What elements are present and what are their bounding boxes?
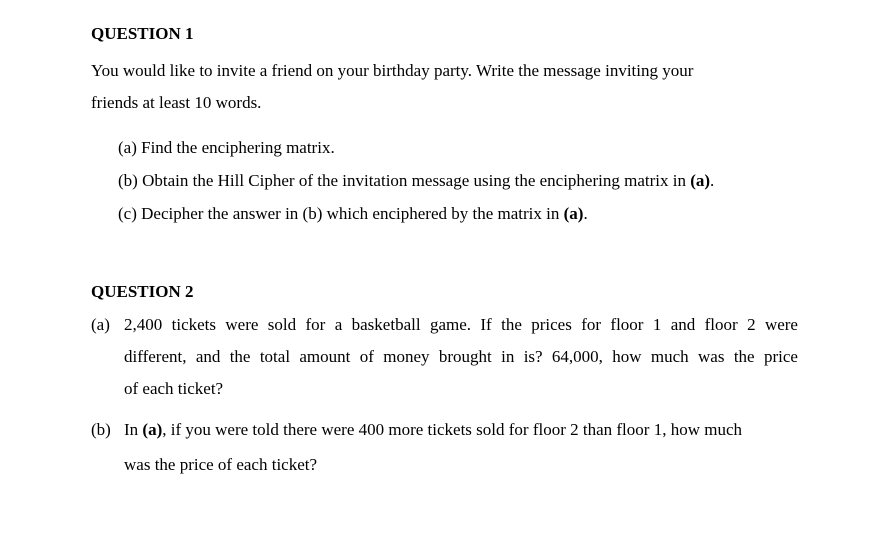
question-1-part-b: [118, 171, 714, 191]
word: floor: [704, 315, 738, 334]
word: If: [480, 315, 492, 334]
word: is?: [523, 347, 543, 366]
word: of: [359, 347, 374, 366]
question-2-part-b-label: (b): [91, 420, 111, 439]
word: floor: [610, 315, 644, 334]
word: sold: [267, 315, 297, 334]
question-2-title: QUESTION 2: [91, 282, 194, 301]
word: the: [733, 347, 755, 366]
word: 2,400: [124, 315, 163, 334]
question-2-part-a-label: (a): [91, 315, 110, 334]
word: total: [259, 347, 291, 366]
part-bold-ref: (a): [142, 420, 163, 439]
word: prices: [531, 315, 572, 334]
part-text: Obtain the Hill Cipher of the invitation message using the enciphering matrix in: [142, 171, 686, 190]
word: the: [501, 315, 522, 334]
word: 1: [652, 315, 662, 334]
part-text: Decipher the answer in (b) which enciphered by the matrix in: [141, 204, 560, 223]
question-2-part-b-line-2: was the price of each ticket?: [124, 455, 318, 474]
part-label: (c): [118, 204, 137, 223]
word: were: [764, 315, 798, 334]
word: were: [225, 315, 259, 334]
word: for: [305, 315, 326, 334]
question-1-intro-line-2: friends at least 10 words.: [91, 93, 262, 112]
part-text-pre: In: [124, 420, 139, 439]
word: for: [581, 315, 602, 334]
word: different,: [124, 347, 187, 366]
part-label: (b): [118, 171, 138, 190]
word: basketball: [351, 315, 421, 334]
part-label: (a): [118, 138, 137, 157]
justified-line: [124, 347, 798, 367]
justified-line: [124, 315, 798, 335]
word: game.: [429, 315, 472, 334]
question-2-part-a-line-1: [124, 315, 798, 335]
part-text: Find the enciphering matrix.: [141, 138, 335, 157]
word: 64,000,: [551, 347, 603, 366]
word: tickets: [171, 315, 217, 334]
part-tail: .: [710, 171, 715, 190]
question-2-part-a-line-2: [124, 347, 798, 367]
word: was: [698, 347, 725, 366]
word: how: [612, 347, 642, 366]
word: brought: [438, 347, 492, 366]
word: amount: [299, 347, 351, 366]
word: and: [195, 347, 221, 366]
part-tail: .: [583, 204, 588, 223]
part-bold-ref: (a): [690, 171, 711, 190]
word: money: [383, 347, 430, 366]
word: a: [334, 315, 343, 334]
word: much: [650, 347, 689, 366]
word: in: [501, 347, 515, 366]
word: and: [670, 315, 696, 334]
question-1-part-a: [118, 138, 335, 158]
word: the: [229, 347, 251, 366]
word: price: [763, 347, 798, 366]
part-text-post: , if you were told there were 400 more tickets sold for floor 2 than floor 1, how much: [162, 420, 742, 439]
question-1-intro-line-1: You would like to invite a friend on your birthday party. Write the message inviting your: [91, 61, 694, 80]
question-2-part-b-line-1: [124, 420, 742, 440]
question-1-part-c: [118, 204, 588, 224]
question-2-part-a-line-3: of each ticket?: [124, 379, 224, 398]
word: 2: [747, 315, 756, 334]
question-1-title: QUESTION 1: [91, 24, 194, 43]
part-bold-ref: (a): [563, 204, 584, 223]
